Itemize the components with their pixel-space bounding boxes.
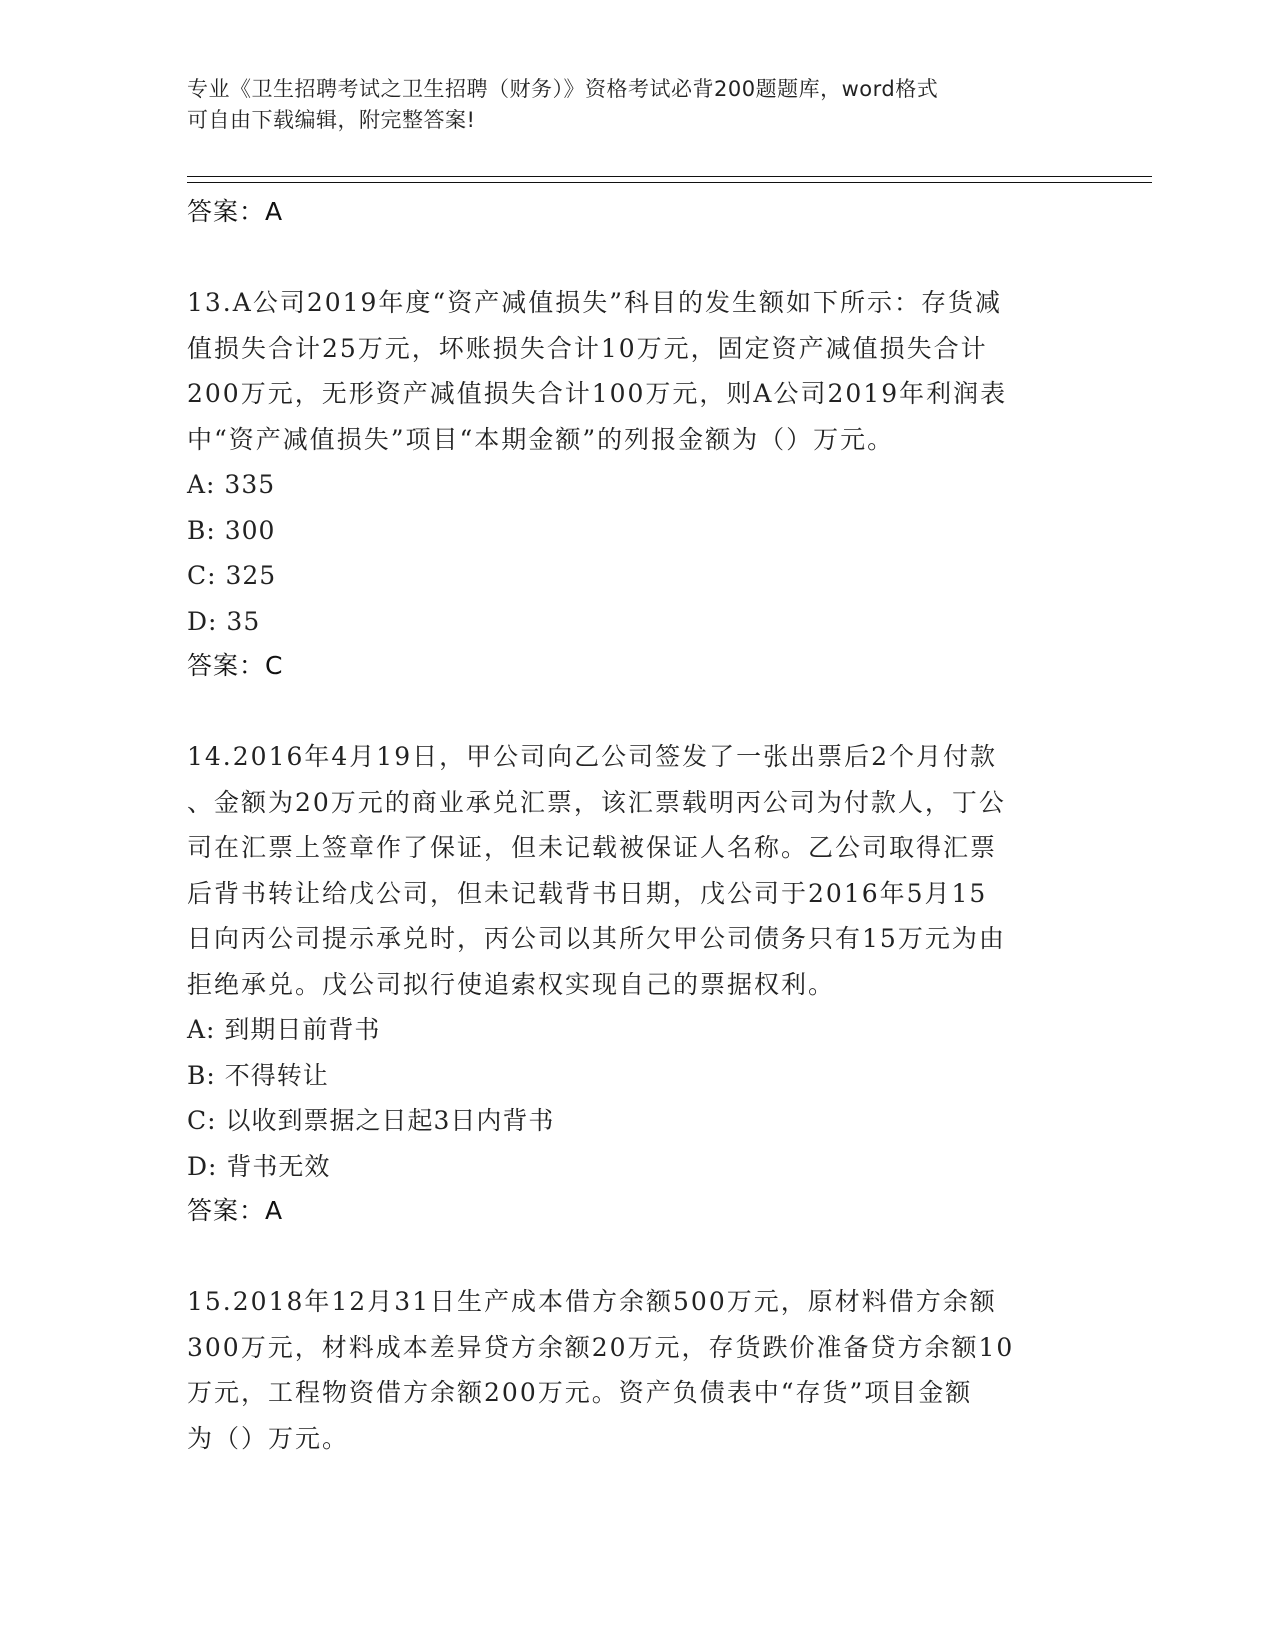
header-line-2: 可自由下载编辑，附完整答案!: [187, 108, 476, 132]
question-14-line: 14.2016年4月19日，甲公司向乙公司签发了一张出票后2个月付款: [187, 742, 998, 771]
question-15: [187, 1279, 1087, 1461]
spacer: [187, 1233, 1087, 1279]
question-14: [187, 734, 1087, 1007]
spacer: [187, 688, 1087, 734]
question-13-line: 13.A公司2019年度“资产减值损失”科目的发生额如下所示：存货减: [187, 288, 1002, 317]
question-13-option-d: D: 35: [187, 606, 261, 636]
question-13-option-b: B: 300: [187, 515, 276, 545]
answer-q12: 答案：A: [187, 197, 284, 226]
header-divider-top: [187, 176, 1152, 177]
question-15-line: 15.2018年12月31日生产成本借方余额500万元，原材料借方余额: [187, 1287, 997, 1316]
question-14-line: 、金额为20万元的商业承兑汇票，该汇票载明丙公司为付款人，丁公: [187, 787, 1006, 817]
question-15-line: 万元，工程物资借方余额200万元。资产负债表中“存货”项目金额: [187, 1378, 973, 1407]
question-13-line: 中“资产减值损失”项目“本期金额”的列报金额为（）万元。: [187, 424, 895, 454]
question-14-option-c: C: 以收到票据之日起3日内背书: [187, 1106, 555, 1135]
question-14-option-d: D: 背书无效: [187, 1151, 331, 1181]
question-14-option-a: A: 到期日前背书: [187, 1015, 381, 1044]
page-header: [187, 74, 1067, 136]
spacer: [187, 234, 1087, 280]
question-13-option-c: C: 325: [187, 561, 277, 590]
question-14-line: 司在汇票上签章作了保证，但未记载被保证人名称。乙公司取得汇票: [187, 833, 998, 862]
question-14-option-b: B: 不得转让: [187, 1060, 329, 1090]
question-14-line: 拒绝承兑。戊公司拟行使追索权实现自己的票据权利。: [187, 969, 836, 999]
question-15-line: 300万元，材料成本差异贷方余额20万元，存货跌价准备贷方余额10: [187, 1332, 1015, 1362]
answer-q13: 答案：C: [187, 651, 284, 680]
document-body: [187, 190, 1087, 1461]
question-13-line: 值损失合计25万元，坏账损失合计10万元，固定资产减值损失合计: [187, 333, 988, 363]
question-13-option-a: A: 335: [187, 470, 276, 499]
header-line-1: 专业《卫生招聘考试之卫生招聘（财务）》资格考试必背200题题库，word格式: [187, 77, 939, 101]
answer-q14: 答案：A: [187, 1196, 284, 1225]
question-13: [187, 280, 1087, 462]
question-13-line: 200万元，无形资产减值损失合计100万元，则A公司2019年利润表: [187, 379, 1008, 408]
header-divider-bottom: [187, 182, 1152, 183]
question-14-line: 日向丙公司提示承兑时，丙公司以其所欠甲公司债务只有15万元为由: [187, 924, 1006, 953]
question-15-line: 为（）万元。: [187, 1423, 350, 1453]
question-14-line: 后背书转让给戊公司，但未记载背书日期，戊公司于2016年5月15: [187, 878, 988, 908]
